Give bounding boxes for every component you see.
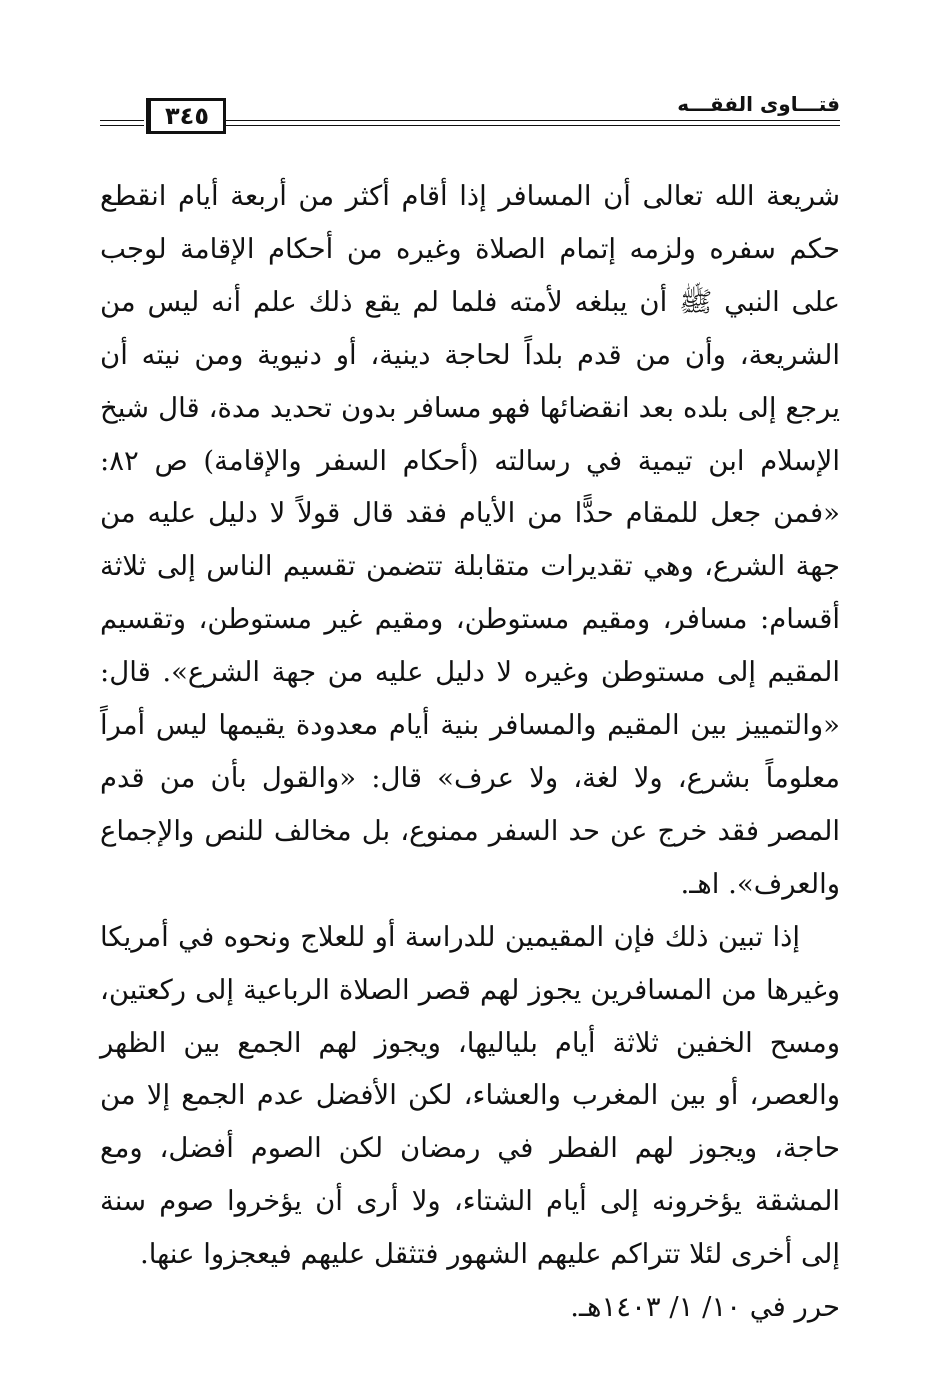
paragraph-1: شريعة الله تعالى أن المسافر إذا أقام أكثر من أربعة أيام انقطع حكم سفره ولزمه إتمام الصلاة وغيره من أحكام الإقامة لوجب على النبي ﷺ أن يبلغه لأمته فلما لم يقع ذلك علم أنه ليس من الشريعة، وأن من قدم بلداً لحاجة دينية، أو دنيوية ومن نيته أن يرجع إلى بلده بعد انقضائها فهو مسافر بدون تحديد مدة، قال شيخ الإسلام ابن تيمية في رسالته (أحكام السفر والإقامة) ص ٨٢: «فمن جعل للمقام حدًّا من الأيام فقد قال قولاً لا دليل عليه من جهة الشرع، وهي تقديرات متقابلة تتضمن تقسيم الناس إلى ثلاثة أقسام: مسافر، ومقيم مستوطن، ومقيم غير مستوطن، وتقسيم المقيم إلى مستوطن وغيره لا دليل عليه من جهة الشرع». قال: «والتمييز بين المقيم والمسافر بنية أيام معدودة يقيمها ليس أمراً معلوماً بشرع، ولا لغة، ولا عرف» قال: «والقول بأن من قدم المصر فقد خرج عن حد السفر ممنوع، بل مخالف للنص والإجماع والعرف». اهـ. bbox=[100, 180, 840, 900]
header-rule-left bbox=[100, 120, 144, 126]
date-line: حرر في ١٠/ ١/ ١٤٠٣هـ. bbox=[570, 1291, 840, 1324]
page-body bbox=[100, 170, 840, 1334]
page-header bbox=[100, 88, 840, 140]
paragraph-2: إذا تبين ذلك فإن المقيمين للدراسة أو للعلاج ونحوه في أمريكا وغيرها من المسافرين يجوز لهم قصر الصلاة الرباعية إلى ركعتين، ومسح الخفين ثلاثة أيام بلياليها، ويجوز لهم الجمع بين الظهر والعصر، أو بين المغرب والعشاء، لكن الأفضل عدم الجمع إلا من حاجة، ويجوز لهم الفطر في رمضان لكن الصوم أفضل، ومع المشقة يؤخرونه إلى أيام الشتاء، ولا أرى أن يؤخروا صوم سنة إلى أخرى لئلا تتراكم عليهم الشهور فتثقل عليهم فيعجزوا عنها. bbox=[100, 920, 840, 1271]
page-number: ٣٤٥ bbox=[146, 98, 226, 134]
running-title: فتـــاوى الفقـــه bbox=[677, 92, 840, 116]
header-rule bbox=[220, 120, 840, 126]
